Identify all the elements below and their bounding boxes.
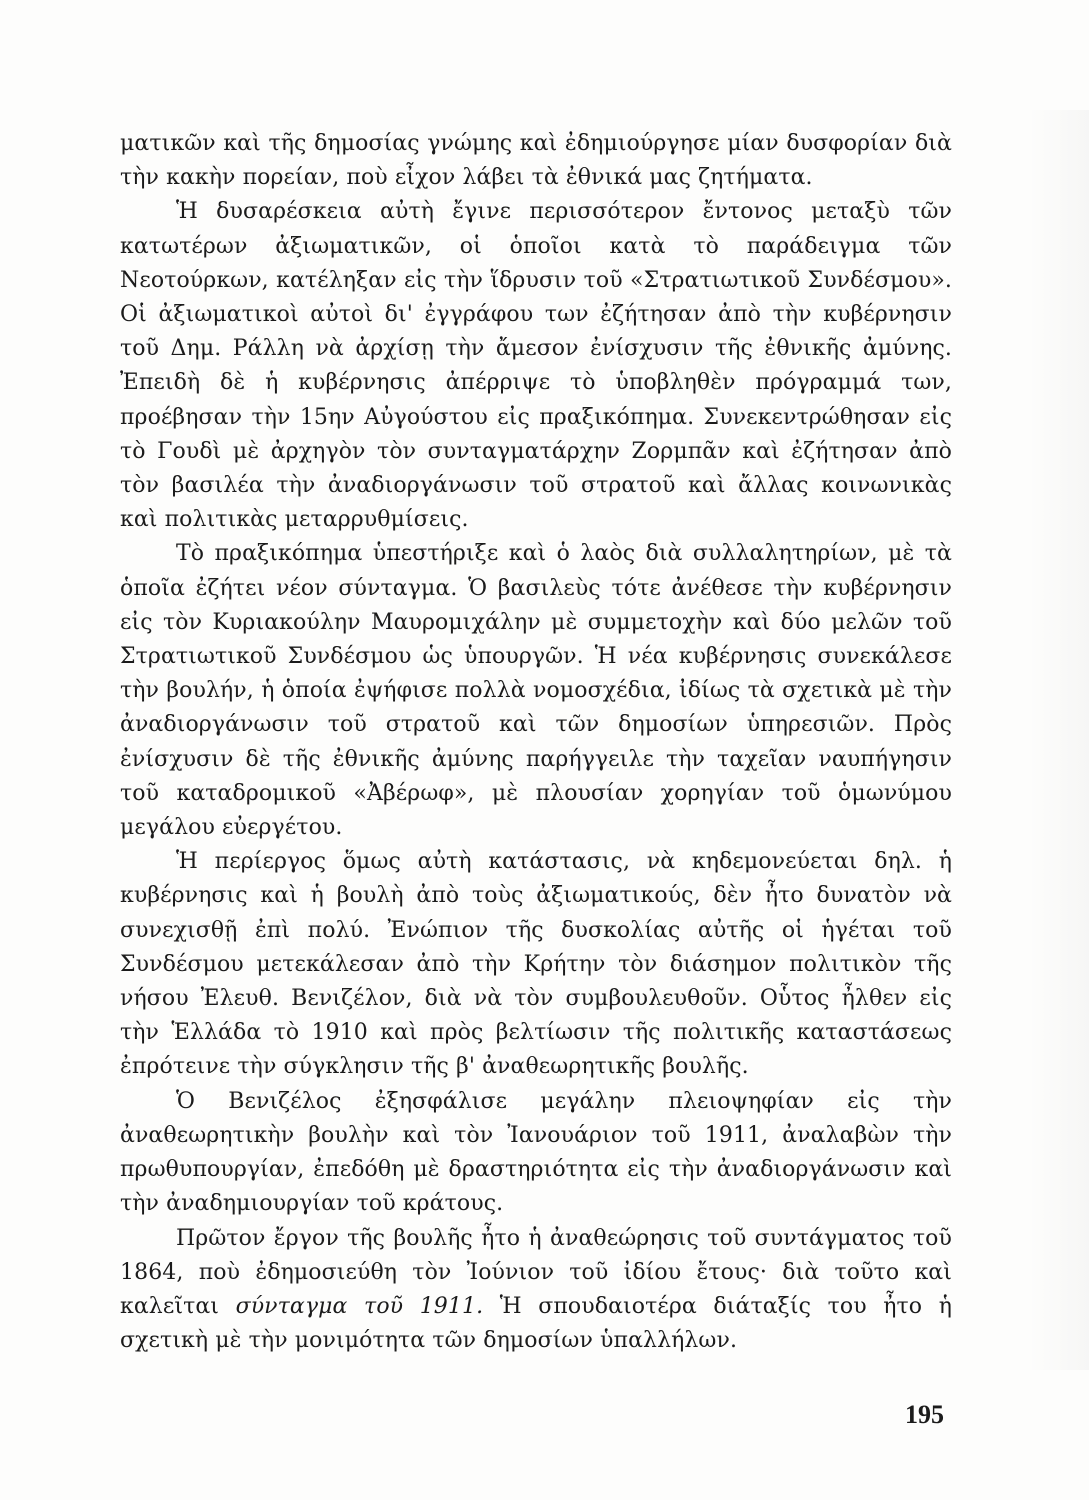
paragraph-constitution-1911 [120, 1222, 952, 1359]
paragraph-venizelos-government: Ὁ Βενιζέλος ἐξησφάλισε μεγάλην πλειοψηφίαν εἰς τὴν ἀναθεωρητικὴν βουλὴν καὶ τὸν Ἰανουάριον τοῦ 1911, ἀναλαβὼν τὴν πρωθυπουργίαν, ἐπεδόθη μὲ δραστηριότητα εἰς τὴν ἀναδιοργάνωσιν καὶ τὴν ἀναδημιουργίαν τοῦ κράτους. [120, 1088, 952, 1217]
body-text [120, 127, 952, 1358]
show-through-shadow [1029, 110, 1089, 1370]
paragraph-coup-support: Τὸ πραξικόπημα ὑπεστήριξε καὶ ὁ λαὸς διὰ συλλαλητηρίων, μὲ τὰ ὁποῖα ἐζήτει νέον σύνταγμα. Ὁ βασιλεὺς τότε ἀνέθεσε τὴν κυβέρνησιν εἰς τὸν Κυριακούλην Μαυρομιχάλην μὲ συμμετοχὴν καὶ δύο μελῶν τοῦ Στρατιωτικοῦ Συνδέσμου ὡς ὑπουργῶν. Ἡ νέα κυβέρνησις συνεκάλεσε τὴν βουλήν, ἡ ὁποία ἐψήφισε πολλὰ νομοσχέδια, ἰδίως τὰ σχετικὰ μὲ τὴν ἀναδιοργάνωσιν τοῦ στρατοῦ καὶ τῶν δημοσίων ὑπηρεσιῶν. Πρὸς ἐνίσχυσιν δὲ τῆς ἐθνικῆς ἀμύνης παρήγγειλε τὴν ταχεῖαν ναυπήγησιν τοῦ καταδρομικοῦ «Ἀβέρωφ», μὲ πλουσίαν χορηγίαν τοῦ ὁμωνύμου μεγάλου εὐεργέτου. [120, 541, 952, 841]
paragraph-text-emphasis: σύνταγμα τοῦ 1911. [235, 1293, 484, 1319]
paragraph-venizelos-arrival: Ἡ περίεργος ὅμως αὐτὴ κατάστασις, νὰ κηδεμονεύεται δηλ. ἡ κυβέρνησις καὶ ἡ βουλὴ ἀπὸ τοὺς ἀξιωματικούς, δὲν ἦτο δυνατὸν νὰ συνεχισθῇ ἐπὶ πολύ. Ἐνώπιον τῆς δυσκολίας αὐτῆς οἱ ἡγέται τοῦ Συνδέσμου μετεκάλεσαν ἀπὸ τὴν Κρήτην τὸν διάσημον πολιτικὸν τῆς νήσου Ἐλευθ. Βενιζέλον, διὰ νὰ τὸν συμβουλευθοῦν. Οὗτος ἦλθεν εἰς τὴν Ἑλλάδα τὸ 1910 καὶ πρὸς βελτίωσιν τῆς πολιτικῆς καταστάσεως ἐπρότεινε τὴν σύγκλησιν τῆς β' ἀναθεωρητικῆς βουλῆς. [120, 849, 952, 1080]
paragraph-text-after: Ἡ σπουδαιοτέρα διάταξίς του ἦτο ἡ σχετικὴ μὲ τὴν μονιμότητα τῶν δημοσίων ὑπαλλήλων. [120, 1293, 952, 1354]
paragraph-continuation: ματικῶν καὶ τῆς δημοσίας γνώμης καὶ ἐδημιούργησε μίαν δυσφορίαν διὰ τὴν κακὴν πορείαν, ποὺ εἶχον λάβει τὰ ἐθνικά μας ζητήματα. [120, 131, 952, 191]
page-number: 195 [905, 1400, 944, 1429]
paragraph-text-before: Πρῶτον ἔργον τῆς βουλῆς ἦτο ἡ ἀναθεώρησις τοῦ συντάγματος τοῦ 1864, ποὺ ἐδημοσιεύθη τὸν Ἰούνιον τοῦ ἰδίου ἔτους· διὰ τοῦτο καὶ καλεῖται [120, 1225, 952, 1319]
paragraph-military-league: Ἡ δυσαρέσκεια αὐτὴ ἔγινε περισσότερον ἔντονος μεταξὺ τῶν κατωτέρων ἀξιωματικῶν, οἱ ὁποῖοι κατὰ τὸ παράδειγμα τῶν Νεοτούρκων, κατέληξαν εἰς τὴν ἵδρυσιν τοῦ «Στρατιωτικοῦ Συνδέσμου». Οἱ ἀξιωματικοὶ αὐτοὶ δι' ἐγγράφου των ἐζήτησαν ἀπὸ τὴν κυβέρνησιν τοῦ Δημ. Ράλλη νὰ ἀρχίσῃ τὴν ἄμεσον ἐνίσχυσιν τῆς ἐθνικῆς ἀμύνης. Ἐπειδὴ δὲ ἡ κυβέρνησις ἀπέρριψε τὸ ὑποβληθὲν πρόγραμμά των, προέβησαν τὴν 15ην Αὐγούστου εἰς πραξικόπημα. Συνεκεντρώθησαν εἰς τὸ Γουδὶ μὲ ἀρχηγὸν τὸν συνταγματάρχην Ζορμπᾶν καὶ ἐζήτησαν ἀπὸ τὸν βασιλέα τὴν ἀναδιοργάνωσιν τοῦ στρατοῦ καὶ ἄλλας κοινωνικὰς καὶ πολιτικὰς μεταρρυθμίσεις. [120, 199, 952, 533]
